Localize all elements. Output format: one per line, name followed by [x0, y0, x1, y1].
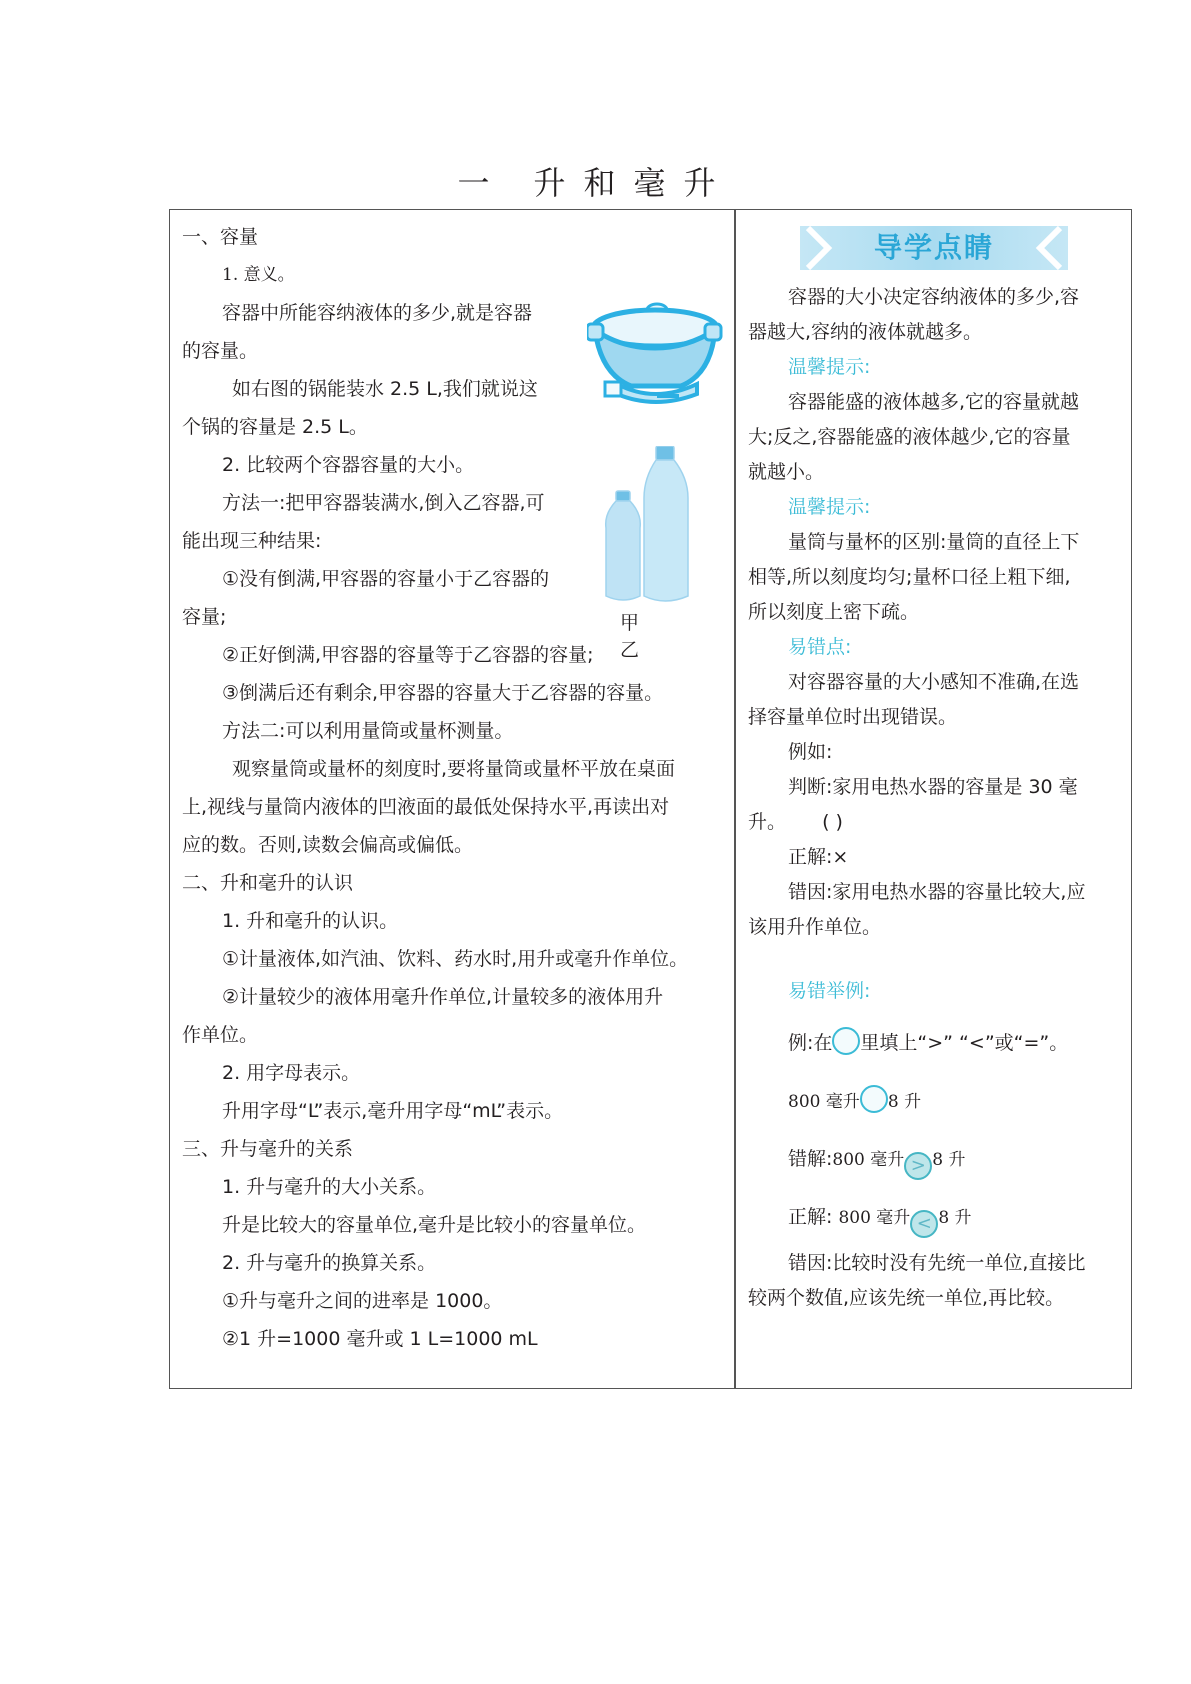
error-point-label: 易错点: [788, 636, 852, 658]
text-line: 容器的大小决定容纳液体的多少,容 [788, 286, 1080, 308]
page-title [0, 158, 1191, 204]
bottle-labels [620, 608, 722, 662]
text-line: 观察量筒或量杯的刻度时,要将量筒或量杯平放在桌面 [232, 758, 676, 780]
wrong-solution: 错解:800 毫升 > 8 升 [748, 1130, 1124, 1188]
section-heading-units: 二、升和毫升的认识 [182, 872, 354, 894]
tip-label: 温馨提示: [788, 496, 871, 518]
text-line: 的容量。 [182, 340, 259, 362]
bottles-illustration [602, 446, 702, 606]
blank-circle-icon [860, 1085, 888, 1113]
text-line: 量筒与量杯的区别:量筒的直径上下 [788, 531, 1080, 553]
judge-question-end: 升。 ( ) [748, 811, 843, 833]
subheading: 1. 升和毫升的认识。 [222, 910, 399, 932]
text-line: 择容量单位时出现错误。 [748, 706, 958, 728]
tip-label: 温馨提示: [788, 356, 871, 378]
text-line: 大;反之,容器能盛的液体越少,它的容量 [748, 426, 1071, 448]
text-line: 如右图的锅能装水 2.5 L,我们就说这 [232, 378, 538, 400]
example-label: 例如: [788, 741, 833, 763]
text-line: 该用升作单位。 [748, 916, 882, 938]
text-line: 应的数。否则,读数会偏高或偏低。 [182, 834, 474, 856]
bottle-label-yi: 乙 [620, 639, 640, 661]
subheading-compare: 2. 比较两个容器容量的大小。 [222, 454, 475, 476]
content-table [169, 209, 1132, 1389]
text-line: 升用字母“L”表示,毫升用字母“mL”表示。 [222, 1100, 564, 1122]
correct-answer: 正解:× [788, 846, 849, 868]
text-line: 相等,所以刻度均匀;量杯口径上粗下细, [748, 566, 1071, 588]
text-line: 所以刻度上密下疏。 [748, 601, 920, 623]
subheading: 2. 升与毫升的换算关系。 [222, 1252, 437, 1274]
knowledge-column [182, 218, 722, 1358]
greater-than-circle-icon: > [904, 1152, 932, 1180]
subheading-meaning: 1. 意义。 [222, 265, 295, 285]
text-line: ①升与毫升之间的进率是 1000。 [222, 1290, 503, 1312]
bottle-label-jia: 甲 [620, 612, 640, 634]
text-line: ②1 升=1000 毫升或 1 L=1000 mL [222, 1328, 538, 1350]
text-line: ②计量较少的液体用毫升作单位,计量较多的液体用升 [222, 986, 664, 1008]
subheading: 2. 用字母表示。 [222, 1062, 361, 1084]
result-item: ②正好倒满,甲容器的容量等于乙容器的容量; [222, 644, 594, 666]
text-line: 作单位。 [182, 1024, 259, 1046]
result-item: ③倒满后还有剩余,甲容器的容量大于乙容器的容量。 [222, 682, 664, 704]
example-question: 例:在 里填上“>” “<”或“=”。 [748, 1014, 1124, 1072]
guide-banner [800, 222, 1068, 274]
small-bottle [606, 491, 641, 600]
section-heading-capacity: 一、容量 [182, 226, 259, 248]
text-line: 器越大,容纳的液体就越多。 [748, 321, 983, 343]
blank-circle-icon [832, 1027, 860, 1055]
pot-illustration [587, 298, 723, 408]
chapter-number: 一 [457, 164, 508, 202]
correct-solution: 正解: 800 毫升 < 8 升 [748, 1188, 1124, 1246]
subheading: 1. 升与毫升的大小关系。 [222, 1176, 437, 1198]
banner-title: 导学点睛 [873, 231, 994, 264]
result-item: 容量; [182, 606, 227, 628]
large-bottle [644, 446, 688, 601]
text-line: 上,视线与量筒内液体的凹液面的最低处保持水平,再读出对 [182, 796, 670, 818]
text-line: 方法二:可以利用量筒或量杯测量。 [222, 720, 514, 742]
text-line: 方法一:把甲容器装满水,倒入乙容器,可 [222, 492, 545, 514]
text-line: ①计量液体,如汽油、饮料、药水时,用升或毫升作单位。 [222, 948, 689, 970]
section-heading-relation: 三、升与毫升的关系 [182, 1138, 354, 1160]
text-line: 能出现三种结果: [182, 530, 322, 552]
text-line: 升是比较大的容量单位,毫升是比较小的容量单位。 [222, 1214, 647, 1236]
text-line: 较两个数值,应该先统一单位,再比较。 [748, 1287, 1065, 1309]
text-line: 个锅的容量是 2.5 L。 [182, 416, 368, 438]
text-line: 错因:比较时没有先统一单位,直接比 [788, 1252, 1086, 1274]
text-line: 容器能盛的液体越多,它的容量就越 [788, 391, 1080, 413]
text-line: 对容器容量的大小感知不准确,在选 [788, 671, 1080, 693]
text-line: 容器中所能容纳液体的多少,就是容器 [222, 302, 533, 324]
text-line: 就越小。 [748, 461, 825, 483]
chapter-title: 升和毫升 [533, 164, 734, 202]
example-expression: 800 毫升 8 升 [748, 1072, 1124, 1130]
column-divider [734, 210, 736, 1388]
answer-blank: ( ) [822, 811, 843, 833]
less-than-circle-icon: < [910, 1210, 938, 1238]
cross-mark: × [832, 846, 849, 868]
judge-question: 判断:家用电热水器的容量是 30 毫 [788, 776, 1078, 798]
mistake-example-label: 易错举例: [788, 980, 871, 1002]
guide-column [748, 218, 1124, 1316]
text-line: 错因:家用电热水器的容量比较大,应 [788, 881, 1086, 903]
result-item: ①没有倒满,甲容器的容量小于乙容器的 [222, 568, 550, 590]
